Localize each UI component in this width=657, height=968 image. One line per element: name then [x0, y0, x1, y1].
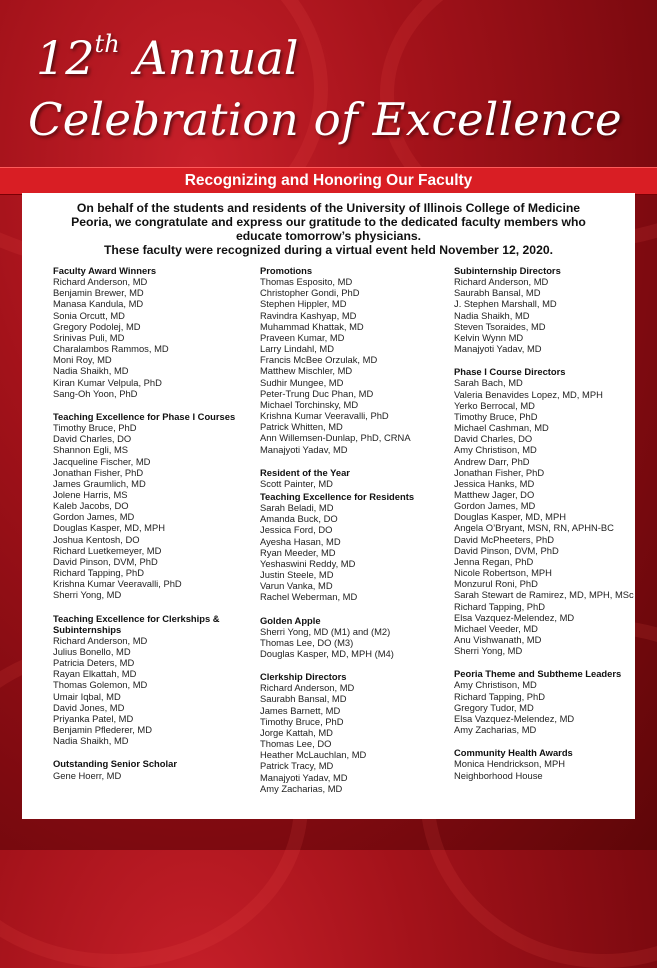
honoree-name: Sonia Orcutt, MD [53, 309, 125, 321]
honoree-name: Amy Christison, MD [454, 444, 537, 456]
page-title-line2: Celebration of Excellence [28, 93, 622, 146]
honoree-name: Sudhir Mungee, MD [260, 376, 344, 388]
honoree-name: Amanda Buck, DO [260, 513, 338, 525]
recognition-note: These faculty were recognized during a virtual event held November 12, 2020. [103, 243, 554, 257]
honoree-name: Sherri Yong, MD [454, 645, 523, 657]
awards-column-2 [260, 265, 445, 806]
honoree-name: David McPheeters, PhD [454, 533, 555, 545]
honoree-name: Charalambos Rammos, MD [53, 343, 169, 355]
honoree-name: Matthew Mischler, MD [260, 365, 353, 377]
section-title: Community Health Awards [454, 747, 573, 759]
honoree-name: Kelvin Wynn MD [454, 331, 524, 343]
honoree-name: Monica Hendrickson, MPH [454, 758, 565, 770]
honoree-name: Richard Tapping, PhD [53, 567, 145, 579]
honoree-name: Thomas Esposito, MD [260, 276, 353, 288]
honoree-name: David Pinson, DVM, PhD [454, 544, 559, 556]
honoree-name: Scott Painter, MD [260, 477, 333, 489]
honoree-name: Nicole Robertson, MPH [454, 567, 552, 579]
honoree-name: Rachel Weberman, MD [260, 591, 358, 603]
section-title: Promotions [260, 265, 313, 276]
honoree-name: J. Stephen Marshall, MD [454, 298, 557, 310]
honoree-name: Moni Roy, MD [53, 354, 112, 366]
honoree-name: Praveen Kumar, MD [260, 331, 345, 343]
title-number: 12 [36, 31, 95, 85]
section-title: Outstanding Senior Scholar [53, 758, 177, 770]
awards-column-1 [53, 265, 253, 793]
honoree-name: Timothy Bruce, PhD [454, 410, 538, 422]
award-section [454, 265, 634, 354]
award-section [260, 671, 445, 794]
honoree-name: Joshua Kentosh, DO [53, 533, 140, 545]
honoree-name: Angela O’Bryant, MSN, RN, APHN-BC [454, 522, 614, 534]
honoree-name: David Charles, DO [454, 433, 533, 445]
honoree-name: Manajyoti Yadav, MD [260, 771, 348, 783]
award-section [454, 747, 634, 780]
honoree-name: Nadia Shaikh, MD [454, 309, 530, 321]
honoree-name: Thomas Lee, DO [260, 738, 332, 750]
section-title: Phase I Course Directors [454, 366, 566, 378]
subtitle-band [0, 167, 657, 195]
honoree-name: Nadia Shaikh, MD [53, 365, 129, 377]
award-section [454, 366, 634, 656]
honoree-name: Peter-Trung Duc Phan, MD [260, 387, 374, 399]
honoree-name: Sherri Yong, MD [53, 589, 122, 601]
honoree-name: Francis McBee Orzulak, MD [260, 354, 378, 366]
honoree-name: Patrick Whitten, MD [260, 421, 343, 433]
section-title: Teaching Excellence for Clerkships & Subinternships [53, 612, 220, 635]
awards-column-3 [454, 265, 634, 793]
honoree-name: Patricia Deters, MD [53, 657, 135, 669]
honoree-name: Patrick Tracy, MD [260, 760, 334, 772]
title-annual: Annual [134, 31, 299, 85]
award-section [260, 467, 445, 489]
honoree-name: Kiran Kumar Velpula, PhD [53, 376, 162, 388]
honoree-name: Ravindra Kashyap, MD [260, 309, 357, 321]
honoree-name: Jolene Harris, MS [53, 488, 128, 500]
honoree-name: Manajyoti Yadav, MD [454, 343, 542, 355]
section-title: Faculty Award Winners [53, 265, 157, 276]
honoree-name: Yeshaswini Reddy, MD [260, 557, 356, 569]
award-section [260, 265, 445, 455]
honoree-name: James Graumlich, MD [53, 477, 146, 489]
honoree-name: Stephen Hippler, MD [260, 298, 347, 310]
section-title: Resident of the Year [260, 466, 350, 478]
honoree-name: Gregory Podolej, MD [53, 320, 141, 332]
honoree-name: Valeria Benavides Lopez, MD, MPH [454, 388, 603, 400]
honoree-name: Michael Cashman, MD [454, 422, 549, 434]
section-title: Golden Apple [260, 614, 321, 626]
honoree-name: Michael Torchinsky, MD [260, 398, 359, 410]
honoree-name: Krishna Kumar Veeravalli, PhD [53, 578, 182, 590]
honoree-name: Douglas Kasper, MD, MPH (M4) [260, 648, 394, 659]
honoree-name: Ann Willemsen-Dunlap, PhD, CRNA [260, 432, 411, 444]
honoree-name: Richard Anderson, MD [260, 682, 355, 694]
honoree-name: Anu Vishwanath, MD [454, 634, 542, 645]
honoree-name: Benjamin Brewer, MD [53, 287, 144, 299]
honoree-name: Larry Lindahl, MD [260, 343, 334, 355]
section-title: Peoria Theme and Subtheme Leaders [454, 668, 622, 680]
award-section [53, 613, 253, 747]
honoree-name: Sarah Beladi, MD [260, 502, 334, 514]
honoree-name: Thomas Golemon, MD [53, 679, 148, 691]
honoree-name: Christopher Gondi, PhD [260, 287, 360, 299]
honoree-name: Amy Christison, MD [454, 679, 537, 691]
section-title: Subinternship Directors [454, 265, 561, 276]
honoree-name: Manajyoti Yadav, MD [260, 443, 348, 455]
honoree-name: Ayesha Hasan, MD [260, 535, 341, 547]
honoree-name: Umair Iqbal, MD [53, 690, 121, 702]
honoree-name: Douglas Kasper, MD, MPH [53, 522, 166, 534]
content-panel [22, 193, 635, 819]
honoree-name: Andrew Darr, PhD [454, 455, 530, 467]
subtitle-text: Recognizing and Honoring Our Faculty [184, 172, 473, 189]
honoree-name: Jessica Ford, DO [260, 524, 333, 536]
honoree-name: Gordon James, MD [454, 500, 536, 512]
honoree-name: Jonathan Fisher, PhD [53, 466, 144, 478]
intro-paragraph [22, 201, 635, 243]
honoree-name: Richard Anderson, MD [454, 276, 549, 288]
honoree-name: James Barnett, MD [260, 704, 341, 716]
honoree-name: Jorge Kattah, MD [260, 726, 333, 738]
honoree-name: Gregory Tudor, MD [454, 701, 534, 713]
honoree-name: Gordon James, MD [53, 511, 135, 523]
honoree-name: Neighborhood House [454, 769, 543, 781]
honoree-name: Rayan Elkattah, MD [53, 668, 137, 680]
award-section [53, 411, 253, 601]
honoree-name: Timothy Bruce, PhD [53, 422, 137, 434]
honoree-name: David Jones, MD [53, 701, 125, 713]
honoree-name: David Pinson, DVM, PhD [53, 555, 158, 567]
honoree-name: Kaleb Jacobs, DO [53, 500, 129, 512]
honoree-name: Jenna Regan, PhD [454, 555, 534, 567]
honoree-name: Elsa Vazquez-Melendez, MD [454, 611, 575, 623]
honoree-name: Elsa Vazquez-Melendez, MD [454, 712, 575, 724]
award-section [454, 668, 634, 735]
honoree-name: Heather McLauchlan, MD [260, 749, 367, 761]
honoree-name: Amy Zacharias, MD [454, 724, 537, 736]
honoree-name: Muhammad Khattak, MD [260, 320, 364, 332]
honoree-name: Richard Anderson, MD [53, 276, 148, 288]
honoree-name: Matthew Jager, DO [454, 488, 535, 500]
honoree-name: Manasa Kandula, MD [53, 298, 144, 310]
honoree-name: Saurabh Bansal, MD [454, 287, 541, 299]
award-section [260, 491, 445, 603]
section-title: Teaching Excellence for Phase I Courses [53, 410, 236, 422]
award-section [53, 758, 253, 780]
honoree-name: Benjamin Pflederer, MD [53, 724, 152, 736]
page-title-line1 [36, 30, 657, 85]
honoree-name: Richard Luetkemeyer, MD [53, 544, 162, 556]
award-section [53, 265, 253, 399]
honoree-name: Timothy Bruce, PhD [260, 715, 344, 727]
honoree-name: Saurabh Bansal, MD [260, 693, 347, 705]
honoree-name: Gene Hoerr, MD [53, 769, 122, 781]
honoree-name: Justin Steele, MD [260, 569, 334, 581]
honoree-name: Amy Zacharias, MD [260, 782, 343, 794]
honoree-name: Monzurul Roni, PhD [454, 578, 538, 590]
honoree-name: Krishna Kumar Veeravalli, PhD [260, 410, 389, 422]
honoree-name: Jacqueline Fischer, MD [53, 455, 151, 467]
honoree-name: Sherri Yong, MD (M1) and (M2) [260, 625, 391, 637]
honoree-name: Douglas Kasper, MD, MPH [454, 511, 567, 523]
honoree-name: Yerko Berrocal, MD [454, 399, 535, 411]
section-title: Teaching Excellence for Residents [260, 490, 415, 502]
title-suffix: th [94, 30, 120, 58]
honoree-name: Ryan Meeder, MD [260, 546, 336, 558]
honoree-name: Richard Tapping, PhD [454, 600, 546, 612]
honoree-name: Shannon Egli, MS [53, 444, 129, 456]
section-title: Clerkship Directors [260, 671, 347, 683]
intro-text: On behalf of the students and residents of the University of Illinois College of Medicine Peoria, we congratulate and express our gratitude to the dedicated faculty members who educate tomorrow’s physicians. [71, 201, 586, 243]
honoree-name: Thomas Lee, DO (M3) [260, 636, 354, 648]
honoree-name: Nadia Shaikh, MD [53, 735, 129, 747]
honoree-name: Sang-Oh Yoon, PhD [53, 387, 138, 399]
honoree-name: Sarah Stewart de Ramirez, MD, MPH, MSc [454, 589, 634, 601]
honoree-name: Michael Veeder, MD [454, 622, 538, 634]
honoree-name: Srinivas Puli, MD [53, 331, 125, 343]
honoree-name: Jonathan Fisher, PhD [454, 466, 545, 478]
honoree-name: Steven Tsoraides, MD [454, 320, 546, 332]
honoree-name: Sarah Bach, MD [454, 377, 523, 389]
honoree-name: Priyanka Patel, MD [53, 712, 134, 724]
honoree-name: Jessica Hanks, MD [454, 477, 535, 489]
honoree-name: Varun Vanka, MD [260, 580, 333, 592]
honoree-name: Richard Anderson, MD [53, 634, 148, 646]
honoree-name: Richard Tapping, PhD [454, 690, 546, 702]
honoree-name: Julius Bonello, MD [53, 646, 131, 657]
honoree-name: David Charles, DO [53, 433, 132, 445]
award-section [260, 615, 445, 660]
